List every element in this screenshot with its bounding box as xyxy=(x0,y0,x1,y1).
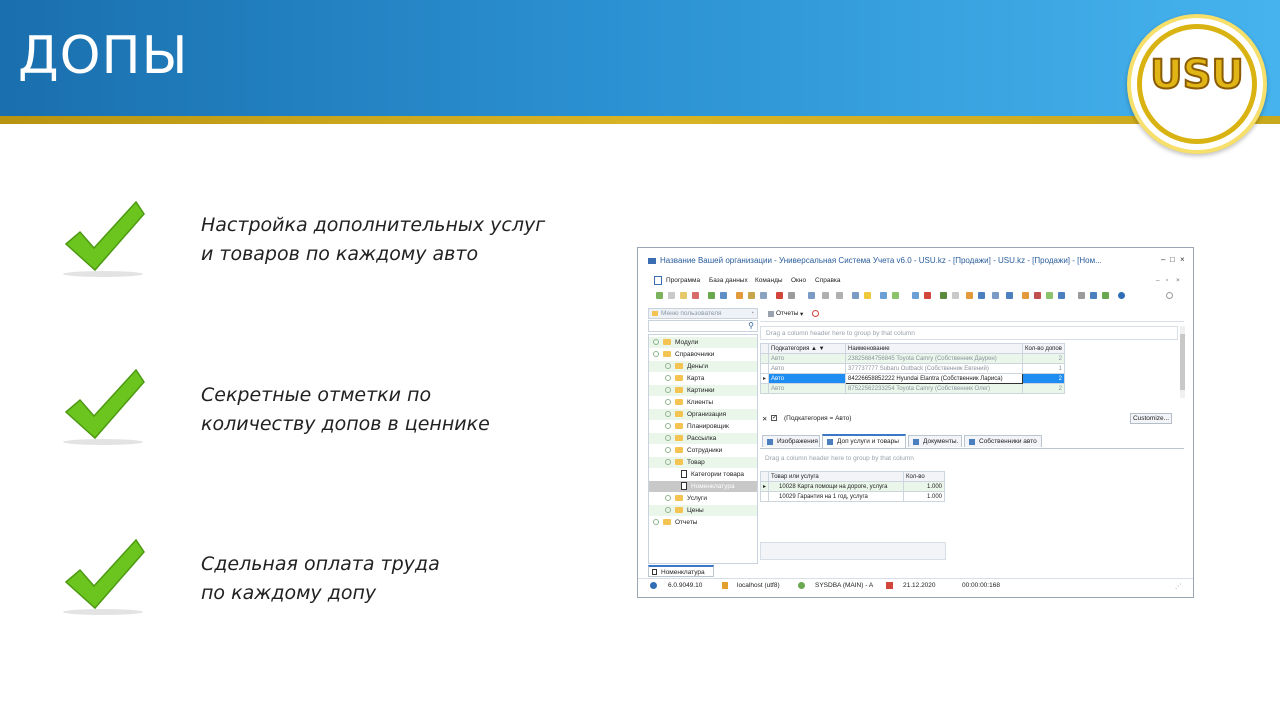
toolbar-nav3-icon[interactable] xyxy=(836,292,843,299)
status-timer: 00:00:00:168 xyxy=(962,582,1000,589)
tree-item-label: Рассылка xyxy=(687,435,717,442)
expand-icon[interactable] xyxy=(665,495,671,501)
tree-item[interactable] xyxy=(649,361,757,372)
toolbar-search-icon[interactable] xyxy=(720,292,727,299)
resize-grip-icon[interactable]: ⋰ xyxy=(1175,583,1182,590)
tree-item-label: Картинки xyxy=(687,387,715,394)
toolbar-lock-icon[interactable] xyxy=(1034,292,1041,299)
menu-database[interactable]: База данных xyxy=(709,277,748,284)
clear-filter-icon[interactable]: ✕ xyxy=(762,416,768,423)
toolbar-view-icon[interactable] xyxy=(788,292,795,299)
tree-item[interactable] xyxy=(649,433,757,444)
user-menu-header xyxy=(648,308,758,319)
tree-item-label: Цены xyxy=(687,507,704,514)
detail-group-panel[interactable] xyxy=(760,452,1184,464)
column-product[interactable]: Товар или услуга xyxy=(769,472,904,482)
tree-item[interactable] xyxy=(649,385,757,396)
table-row[interactable]: Авто 377737777 Subaru Outback (Собственник Евгений) 1 xyxy=(761,364,1065,374)
expand-icon[interactable] xyxy=(665,459,671,465)
toolbar-users-icon[interactable] xyxy=(1046,292,1053,299)
status-host: localhost (utf8) xyxy=(737,582,780,589)
toolbar-report-icon[interactable] xyxy=(1022,292,1029,299)
menu-commands[interactable]: Команды xyxy=(755,277,783,284)
table-row[interactable]: Авто 87522562233254 Toyota Camry (Собственник Олег) 2 xyxy=(761,384,1065,394)
menu-search-input[interactable] xyxy=(648,320,758,332)
expand-icon[interactable] xyxy=(665,399,671,405)
status-date: 21.12.2020 xyxy=(903,582,936,589)
checkmark-icon xyxy=(58,538,148,618)
bullet-text-2 xyxy=(201,381,490,439)
toolbar-nav-icon[interactable] xyxy=(808,292,815,299)
toolbar-delete-icon[interactable] xyxy=(692,292,699,299)
table-row[interactable]: Авто 23825684756845 Toyota Camry (Собственник Даурен) 2 xyxy=(761,354,1065,364)
document-icon xyxy=(681,470,687,478)
toolbar-tools-icon[interactable] xyxy=(1058,292,1065,299)
mdi-close-icon[interactable]: × xyxy=(1176,277,1180,284)
tree-item-label: Сотрудники xyxy=(687,447,723,454)
toolbar-filter-icon[interactable] xyxy=(736,292,743,299)
toolbar-globe-icon[interactable] xyxy=(992,292,999,299)
toolbar-refresh-icon[interactable] xyxy=(708,292,715,299)
tree-item[interactable] xyxy=(649,469,757,480)
menu-program[interactable]: Программа xyxy=(666,277,701,284)
toolbar-pin-icon[interactable] xyxy=(966,292,973,299)
info-icon xyxy=(650,582,657,589)
toolbar-mail-icon[interactable] xyxy=(1006,292,1013,299)
expand-icon[interactable] xyxy=(665,363,671,369)
window-titlebar xyxy=(638,248,1193,273)
cancel-icon[interactable] xyxy=(812,310,819,317)
tree-item-label: Товар xyxy=(687,459,705,466)
row-indicator-header xyxy=(761,472,769,482)
toolbar-export-icon[interactable] xyxy=(892,292,899,299)
expand-icon[interactable] xyxy=(653,519,659,525)
toolbar-add-icon[interactable] xyxy=(656,292,663,299)
tree-item-label: Категории товара xyxy=(691,471,745,478)
column-name[interactable]: Наименование xyxy=(846,344,1023,354)
table-row[interactable]: 10029 Гарантия на 1 год, услуга 1.000 xyxy=(761,492,945,502)
status-user: SYSDBA (MAIN) - A xyxy=(815,582,874,589)
menu-bar xyxy=(638,275,1193,287)
filter-bar xyxy=(760,412,1178,426)
mdi-minimize-icon[interactable]: – xyxy=(1156,277,1160,284)
slide-title: ДОПЫ xyxy=(18,26,189,86)
toolbar-calendar-icon[interactable] xyxy=(924,292,931,299)
customize-button[interactable]: Customize... xyxy=(1130,413,1172,424)
bullet-text-1 xyxy=(201,211,545,269)
usu-logo xyxy=(1127,14,1267,154)
reports-dropdown-icon[interactable]: ▾ xyxy=(800,311,804,318)
app-window xyxy=(637,247,1194,598)
table-row-selected[interactable]: ▸ Авто 84226658852222 Hyundai Elantra (Собственник Лариса) 2 xyxy=(761,374,1065,384)
menu-app-icon[interactable] xyxy=(654,276,662,285)
tree-item[interactable] xyxy=(649,397,757,408)
toolbar-print-icon[interactable] xyxy=(880,292,887,299)
expand-icon[interactable] xyxy=(665,411,671,417)
expand-icon[interactable] xyxy=(665,435,671,441)
minimize-button[interactable]: – xyxy=(1161,255,1166,264)
expand-icon[interactable] xyxy=(665,447,671,453)
tree-item[interactable] xyxy=(649,457,757,468)
bullet-1-line-1: Настройка дополнительных услуг xyxy=(201,214,546,236)
app-icon xyxy=(648,258,656,264)
mdi-restore-icon[interactable]: ▫ xyxy=(1166,277,1169,284)
toolbar-sort-icon[interactable] xyxy=(748,292,755,299)
document-icon xyxy=(913,439,919,445)
tab-nomenclature[interactable]: Номенклатура xyxy=(648,565,714,577)
toolbar-edit-icon[interactable] xyxy=(680,292,687,299)
tree-item[interactable] xyxy=(649,481,757,492)
tab-images[interactable]: Изображения xyxy=(762,435,820,447)
tree-item[interactable] xyxy=(649,517,757,528)
tree-item-label: Модули xyxy=(675,339,699,346)
expand-icon[interactable] xyxy=(665,423,671,429)
window-title: Название Вашей организации - Универсальная Система Учета v6.0 - USU.kz - [Продажи] - USU.kz - [Продажи] - [Ном... xyxy=(660,256,1102,265)
bullet-3-line-1: Сдельная оплата труда xyxy=(201,553,440,575)
addons-icon xyxy=(827,439,833,445)
toolbar-window-icon[interactable] xyxy=(912,292,919,299)
detail-tabs xyxy=(760,434,1184,449)
menu-window[interactable]: Окно xyxy=(791,277,807,284)
bullet-text-3 xyxy=(201,550,440,608)
toolbar-copy-icon[interactable] xyxy=(668,292,675,299)
toolbar xyxy=(652,291,1177,303)
column-qty[interactable]: Кол-во xyxy=(904,472,945,482)
table-row[interactable]: ▸ 10028 Карта помощи на дороге, услуга 1.000 xyxy=(761,482,945,492)
document-icon xyxy=(652,569,657,575)
bullet-2-line-2: количеству допов в ценнике xyxy=(201,413,490,435)
toolbar-close-icon[interactable] xyxy=(1166,292,1173,299)
calendar-icon xyxy=(886,582,893,589)
tree-item-label: Планировщик xyxy=(687,423,729,430)
expand-icon[interactable] xyxy=(665,507,671,513)
tree-item-label: Справочники xyxy=(675,351,715,358)
pin-icon[interactable]: ᐩ xyxy=(751,311,754,318)
logo-text: USU xyxy=(1150,52,1244,98)
slide-header xyxy=(0,0,1280,118)
folder-icon xyxy=(675,507,683,513)
tree-item-label: Деньги xyxy=(687,363,708,370)
tab-addons[interactable]: Доп услуги и товары xyxy=(822,434,906,448)
column-subcategory[interactable]: Подкатегория ▲ ▼ xyxy=(769,344,846,354)
bullet-3-line-2: по каждому допу xyxy=(201,582,377,604)
group-panel[interactable] xyxy=(760,326,1178,340)
tree-item[interactable] xyxy=(649,505,757,516)
toolbar-flag-icon[interactable] xyxy=(776,292,783,299)
main-area xyxy=(760,308,1184,563)
menu-help[interactable]: Справка xyxy=(815,277,841,284)
scrollbar-thumb[interactable] xyxy=(1180,334,1185,390)
menu-tree xyxy=(648,334,758,564)
document-icon xyxy=(681,482,687,490)
folder-icon xyxy=(675,459,683,465)
database-icon xyxy=(722,582,728,589)
search-icon[interactable]: ⚲ xyxy=(748,321,754,330)
toolbar-chart-icon[interactable] xyxy=(940,292,947,299)
expand-icon[interactable] xyxy=(665,375,671,381)
tree-item-label: Услуги xyxy=(687,495,707,502)
folder-icon xyxy=(675,495,683,501)
maximize-button[interactable]: □ xyxy=(1170,255,1175,264)
toolbar-note-icon[interactable] xyxy=(864,292,871,299)
folder-icon xyxy=(663,519,671,525)
toolbar-doc-icon[interactable] xyxy=(978,292,985,299)
row-indicator-header xyxy=(761,344,769,354)
bullet-1-line-2: и товаров по каждому авто xyxy=(201,243,479,265)
toolbar-settings-icon[interactable] xyxy=(952,292,959,299)
folder-icon xyxy=(675,423,683,429)
folder-icon xyxy=(675,363,683,369)
detail-group-hint: Drag a column header here to group by that column xyxy=(765,455,914,462)
report-icon xyxy=(768,311,774,317)
tree-item[interactable] xyxy=(649,421,757,432)
tree-item[interactable] xyxy=(649,409,757,420)
detail-grid xyxy=(760,471,1184,502)
folder-icon xyxy=(663,339,671,345)
reports-button[interactable]: Отчеты xyxy=(776,310,799,317)
expand-icon[interactable] xyxy=(665,387,671,393)
reports-toolbar xyxy=(760,308,1184,322)
owner-icon xyxy=(969,439,975,445)
toolbar-nav2-icon[interactable] xyxy=(822,292,829,299)
tree-item[interactable] xyxy=(649,337,757,348)
tree-item-label: Карта xyxy=(687,375,705,382)
image-icon xyxy=(767,439,773,445)
tree-item[interactable] xyxy=(649,349,757,360)
status-version: 6.0.9049.10 xyxy=(668,582,703,589)
header-stripe xyxy=(0,116,1280,124)
folder-icon xyxy=(675,411,683,417)
user-icon xyxy=(798,582,805,589)
tree-item[interactable] xyxy=(649,493,757,504)
folder-icon xyxy=(675,375,683,381)
folder-icon xyxy=(675,399,683,405)
tree-item[interactable] xyxy=(649,373,757,384)
filter-text: (Подкатегория = Авто) xyxy=(784,415,852,422)
tree-item-label: Клиенты xyxy=(687,399,714,406)
toolbar-printer-icon[interactable] xyxy=(1090,292,1097,299)
detail-footer xyxy=(760,542,946,560)
toolbar-play-icon[interactable] xyxy=(1102,292,1109,299)
expand-icon[interactable] xyxy=(653,351,659,357)
tab-documents[interactable]: Документы. xyxy=(908,435,962,447)
folder-icon xyxy=(675,387,683,393)
folder-icon xyxy=(652,311,658,316)
status-bar xyxy=(638,578,1193,593)
tab-owners[interactable]: Собственники авто xyxy=(964,435,1042,447)
expand-icon[interactable] xyxy=(653,339,659,345)
toolbar-import-icon[interactable] xyxy=(852,292,859,299)
tree-item[interactable] xyxy=(649,445,757,456)
folder-icon xyxy=(675,435,683,441)
checkmark-icon xyxy=(58,200,148,280)
toolbar-group-icon[interactable] xyxy=(760,292,767,299)
scrollbar[interactable] xyxy=(1180,326,1185,398)
filter-checkbox[interactable]: ✓ xyxy=(772,415,778,421)
tree-item-label: Организация xyxy=(687,411,727,418)
checkmark-icon xyxy=(58,368,148,448)
toolbar-info-icon[interactable] xyxy=(1118,292,1125,299)
group-hint-text: Drag a column header here to group by that column xyxy=(766,330,915,337)
bullet-2-line-1: Секретные отметки по xyxy=(201,384,432,406)
folder-icon xyxy=(663,351,671,357)
close-button[interactable]: × xyxy=(1180,255,1185,264)
toolbar-table-icon[interactable] xyxy=(1078,292,1085,299)
user-menu-title: Меню пользователя xyxy=(661,310,722,317)
column-addon-count[interactable]: Кол-во допов xyxy=(1023,344,1065,354)
folder-icon xyxy=(675,447,683,453)
tree-item-label: Отчеты xyxy=(675,519,698,526)
tree-item-label: Номенклатура xyxy=(691,483,735,490)
main-grid xyxy=(760,343,1178,395)
